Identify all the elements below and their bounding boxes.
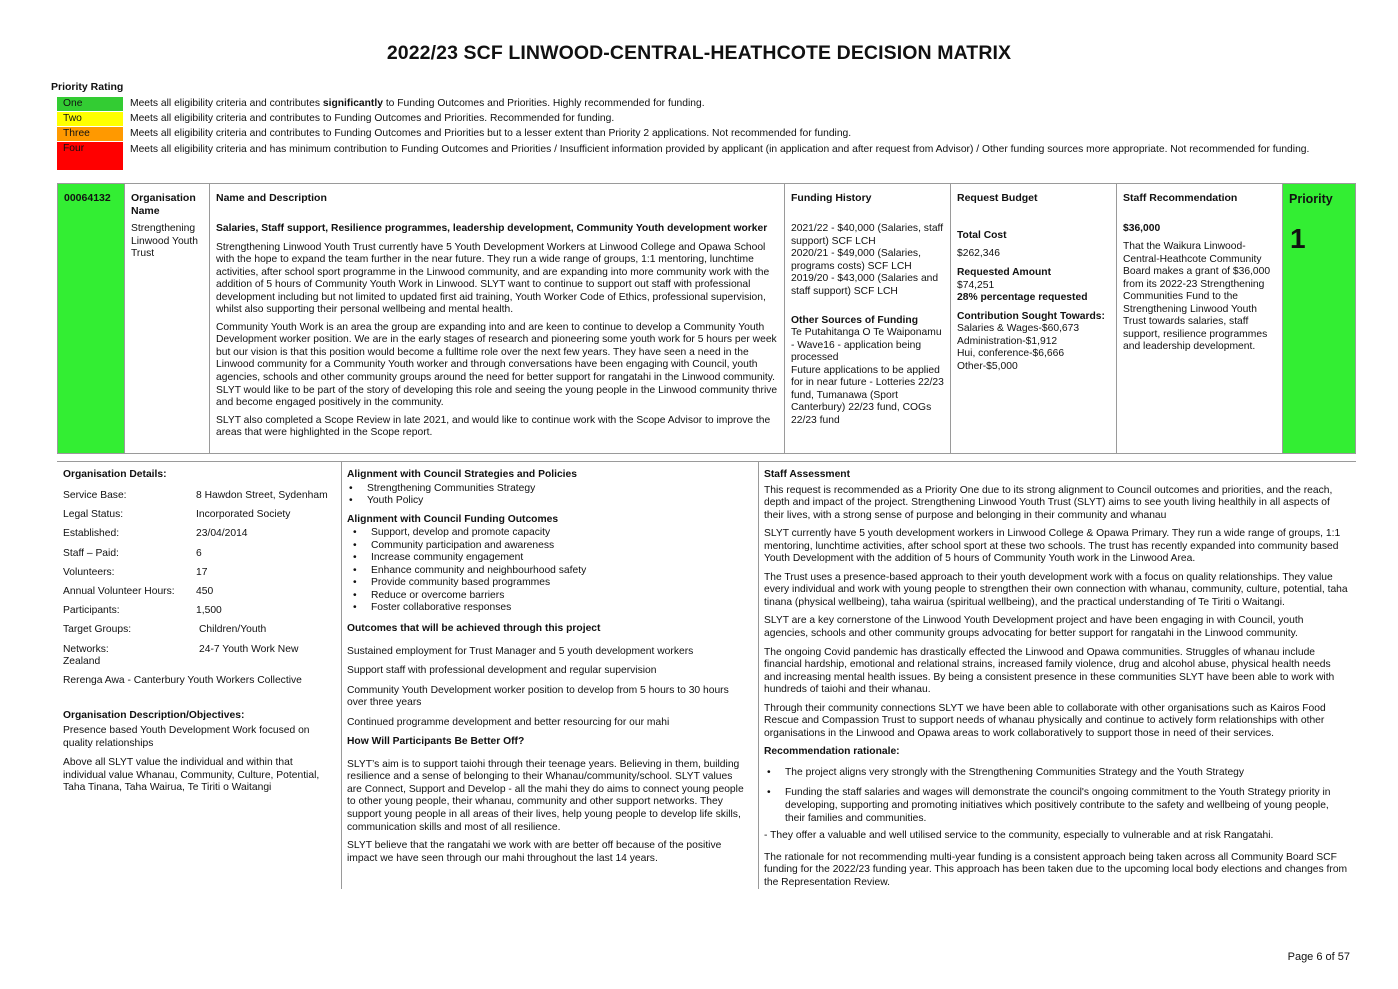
total-cost-label: Total Cost (957, 230, 1007, 241)
participants-label: Participants: (63, 605, 120, 616)
target-groups-label: Target Groups: (63, 624, 132, 635)
rationale-item: • Funding the staff salaries and wages will demonstrate the council's ongoing commitment to the Youth Strategy priority in developing, supporting and promoting initiatives which positively contribute to the safety and wellbeing of young people, their families and communities. (785, 787, 1350, 825)
funding-history-header: Funding History (791, 192, 872, 204)
outcome-item: • Provide community based programmes (371, 577, 749, 590)
assessment-paragraph: Through their community connections SLYT we have been able to collaborate with other organisations such as Kairos Food Rescue and Compassion Trust to support needs of whanau physically and continue to actively form relationships with other organisations in the Linwood and Opawa areas to work collaboratively to support those in need of their services. (764, 702, 1326, 739)
volunteers-value: 17 (196, 567, 208, 578)
org-name-header: Organisation Name (131, 192, 196, 217)
name-description-header: Name and Description (216, 192, 327, 204)
service-base-value: 8 Hawdon Street, Sydenham (196, 490, 328, 501)
assessment-paragraph: The ongoing Covid pandemic has drastically effected the Linwood and Opawa communities. Struggles of whanau include financial hardship, emotional and relational strains, increased family violence, drug and alcohol abuse, physical health needs and increasing mental health issues. By being a consistent presence in these communities SLYT have been able to work with hundreds of taiohi and their whanau. (764, 646, 1335, 696)
networks-collective: Rerenga Awa - Canterbury Youth Workers Collective (63, 675, 302, 686)
requested-amount: $74,251 (957, 280, 995, 291)
total-cost: $262,346 (957, 248, 1000, 259)
request-budget-header: Request Budget (957, 192, 1038, 204)
application-id: 00064132 (64, 192, 111, 204)
id-column (58, 184, 125, 453)
assessment-paragraph: SLYT are a key cornerstone of the Linwood Youth Development project and have been engaging in with Council, youth agencies, schools and other community groups advocating for better support for rangatahi in the Linwood community. (764, 615, 1304, 640)
outcomes-achieved-heading: Outcomes that will be achieved through this project (347, 623, 601, 635)
page-number: Page 6 of 57 (1287, 951, 1350, 963)
rating-three-desc: Meets all eligibility criteria and contributes to Funding Outcomes and Priorities but to a lesser extent than Priority 2 applications. Not recommended for funding. (130, 128, 852, 139)
outcome-item: • Increase community engagement (371, 552, 749, 565)
priority-column (1283, 184, 1355, 453)
rating-four-desc: Meets all eligibility criteria and has minimum contribution to Funding Outcomes and Priorities / Insufficient information provided by applicant (in application and after request from Advisor) / Other funding sources more appropriate. Not recommended for funding. (130, 144, 1310, 155)
volunteer-hours-value: 450 (196, 586, 214, 597)
page-title: 2022/23 SCF LINWOOD-CENTRAL-HEATHCOTE DECISION MATRIX (386, 42, 1012, 64)
outcome-achieved: Continued programme development and better resourcing for our mahi (347, 716, 670, 728)
outcome-achieved: Community Youth Development worker position to develop from 5 hours to 30 hours over three years (347, 684, 729, 709)
contribution-label: Contribution Sought Towards: (957, 311, 1105, 322)
assessment-paragraph: SLYT currently have 5 youth development workers in Linwood College & Opawa Primary. They run a wide range of groups, 1:1 mentoring, lunchtime activities, after school sport at these two schools. The trust has recently expanded into community based Youth Development with the addition of 5 hours of Community Youth work in the Linwood Area. (764, 528, 1341, 565)
strategy-item: • Youth Policy (367, 495, 749, 508)
org-description-heading: Organisation Description/Objectives: (63, 710, 245, 721)
better-off-heading: How Will Participants Be Better Off? (347, 736, 525, 748)
priority-header: Priority (1289, 192, 1333, 206)
requested-amount-label: Requested Amount (957, 267, 1052, 278)
description-paragraph: SLYT also completed a Scope Review in late 2021, and would like to continue work with the Scope Advisor to improve the areas that were highlighted in the Scope report. (216, 414, 771, 439)
description-paragraph: Community Youth Work is an area the group are expanding into and are keen to continue to develop a Community Youth Development worker position. We are in the early stages of research and pioneering some youth work for 5 hours per week but our vision is that this position would become a fulltime role over the next few years. They have seen a need in the Linwood community for a Community Youth worker and through conversations have been engaging with Council, youth agencies, schools and other community groups around the need for better support for rangatahi in the Linwood community. SLYT would like to be part of the story of developing this role and seeing the young people in the Linwood community thrive and become engaged positively in the community. (216, 321, 778, 409)
legal-status-label: Legal Status: (63, 509, 124, 520)
contribution-breakdown: Salaries & Wages-$60,673 Administration-$1,912 Hui, conference-$6,666 Other-$5,000 (957, 323, 1080, 372)
rating-four-badge: Four (57, 142, 123, 170)
outcome-item: • Foster collaborative responses (371, 602, 749, 615)
priority-rating-heading: Priority Rating (51, 81, 124, 93)
org-name: Strengthening Linwood Youth Trust (131, 223, 198, 260)
alignment-body (347, 469, 749, 870)
assessment-paragraph: The Trust uses a presence-based approach to their youth development work with a focus on quality relationships. They value every individual and work with young people to strengthen their own connection with whanau, community, culture, potential, taha tinana (physical wellbeing), taha wairua (spiritual wellbeing), and the practical understanding of Te Tiriti o Waitangi. (764, 571, 1348, 608)
funding-history: 2021/22 - $40,000 (Salaries, staff support) SCF LCH 2020/21 - $49,000 (Salaries, programs costs) SCF LCH 2019/20 - $43,000 (Salaries and staff support) SCF LCH (791, 223, 944, 297)
project-title: Salaries, Staff support, Resilience programmes, leadership development, Community Youth development worker (216, 223, 768, 234)
service-base-label: Service Base: (63, 490, 127, 501)
networks-continued: Zealand (63, 656, 101, 667)
rating-two-badge: Two (57, 112, 123, 126)
strategy-item: • Strengthening Communities Strategy (367, 483, 749, 496)
org-objectives-text: Above all SLYT value the individual and within that individual value Whanau, Community, Culture, Potential, Taha Tinana, Taha Wairua, Te Tiriti o Waitangi (63, 757, 320, 794)
participants-value: 1,500 (196, 605, 222, 616)
funding-outcomes-heading: Alignment with Council Funding Outcomes (347, 513, 559, 525)
staff-assessment-column (758, 462, 1356, 889)
rationale-list (764, 767, 1350, 825)
priority-value: 1 (1290, 223, 1306, 254)
description-column (210, 184, 785, 453)
org-details-column (57, 462, 342, 889)
other-sources: Te Putahitanga O Te Waiponamu - Wave16 - application being processed Future applications to be applied for in near future - Lotteries 22/23 fund, Tumanawa (Sport Canterbury) 22/23 fund, COGs 22/23 fund (791, 327, 944, 426)
funding-outcomes-list (347, 527, 749, 615)
rating-one-badge: One (57, 97, 123, 111)
org-details-heading: Organisation Details: (63, 469, 167, 480)
description-body (216, 223, 778, 445)
networks-label: Networks: (63, 644, 109, 655)
outcome-item: • Support, develop and promote capacity (371, 527, 749, 540)
established-value: 23/04/2014 (196, 528, 248, 539)
volunteers-label: Volunteers: (63, 567, 115, 578)
other-sources-label: Other Sources of Funding (791, 315, 918, 326)
volunteer-hours-label: Annual Volunteer Hours: (63, 586, 175, 597)
better-off-text: SLYT believe that the rangatahi we work with are better off because of the positive impact we have seen through our mahi throughout the last 14 years. (347, 840, 722, 864)
staff-paid-label: Staff – Paid: (63, 548, 119, 559)
recommendation-text: That the Waikura Linwood-Central-Heathcote Community Board makes a grant of $36,000 from its 2022-23 Strengthening Communities Fund to the Strengthening Linwood Youth Trust towards salaries, staff support, resilience programmes and leadership development. (1123, 241, 1271, 353)
rating-two-desc: Meets all eligibility criteria and contributes to Funding Outcomes and Priorities. Recommended for funding. (130, 113, 615, 124)
rationale-heading: Recommendation rationale: (764, 746, 900, 758)
staff-paid-value: 6 (196, 548, 202, 559)
rating-three-badge: Three (57, 127, 123, 141)
assessment-paragraph: This request is recommended as a Priority One due to its strong alignment to Council outcomes and priorities, and the reach, depth and impact of the project. Strengthening Linwood Youth Trust (SLYT) aims to see youth living healthily in all aspects of their lives, with a strong sense of purpose and belonging in their community and whanau (764, 484, 1333, 521)
recommended-amount: $36,000 (1123, 223, 1161, 234)
assessment-paragraph: - They offer a valuable and well utilised service to the community, especially to vulnerable and at risk Rangatahi. (764, 830, 1274, 842)
staff-recommendation-header: Staff Recommendation (1123, 192, 1238, 204)
target-groups-value: Children/Youth (199, 624, 267, 635)
percentage-requested: 28% percentage requested (957, 292, 1088, 303)
budget-column (951, 184, 1117, 453)
org-column (125, 184, 210, 453)
alignment-column (341, 462, 759, 889)
strategies-list (347, 483, 749, 508)
outcome-achieved: Sustained employment for Trust Manager and 5 youth development workers (347, 645, 694, 657)
rating-one-desc: Meets all eligibility criteria and contributes significantly to Funding Outcomes and Priorities. Highly recommended for funding. (130, 98, 705, 109)
details-section (57, 461, 1356, 889)
established-label: Established: (63, 528, 120, 539)
legal-status-value: Incorporated Society (196, 509, 291, 520)
better-off-text: SLYT’s aim is to support taiohi through their teenage years. Believing in them, building resilience and a sense of belonging to their Whanau/community/school. SLYT values are Connect, Support and Develop - all the mahi they do aims to connect young people to other young people, their whanau, community and other support networks. They support young people in all areas of their lives, help young people to develop life skills, communication skills and most of all resilience. (347, 758, 744, 833)
application-table (57, 183, 1356, 454)
description-paragraph: Strengthening Linwood Youth Trust currently have 5 Youth Development Workers at Linwood College and Opawa School with the hope to expand the team further in the near future. They run a wide range of groups, 1:1 mentoring, lunchtime activities, after school sport programme in the Linwood community, and are expanding into more community work with the addition of 5 hours of Community Youth Work in Linwood. SLYT want to continue to support out staff with professional development including but not limited to updated first aid training, Youth Worker Code of Ethics, professional supervision, whilst also supporting their personal wellbeing and mental health. (216, 241, 770, 316)
strategies-heading: Alignment with Council Strategies and Policies (347, 469, 578, 480)
outcome-achieved: Support staff with professional development and regular supervision (347, 665, 657, 677)
staff-assessment-heading: Staff Assessment (764, 469, 851, 480)
networks-value: 24-7 Youth Work New (199, 644, 299, 655)
rationale-item: • The project aligns very strongly with the Strengthening Communities Strategy and the Youth Strategy (785, 767, 1350, 780)
org-description-text: Presence based Youth Development Work focused on quality relationships (63, 725, 310, 749)
staff-recommendation-column (1117, 184, 1283, 453)
outcome-item: • Enhance community and neighbourhood safety (371, 565, 749, 578)
assessment-paragraph: The rationale for not recommending multi-year funding is a consistent approach being taken across all Community Board SCF funding for the 2022/23 funding year. This approach has been taken due to the upcoming local body elections and changes from the Representation Review. (764, 851, 1348, 888)
outcome-item: • Community participation and awareness (371, 540, 749, 553)
assessment-body (764, 469, 1350, 894)
outcome-item: • Reduce or overcome barriers (371, 590, 749, 603)
funding-column (785, 184, 951, 453)
